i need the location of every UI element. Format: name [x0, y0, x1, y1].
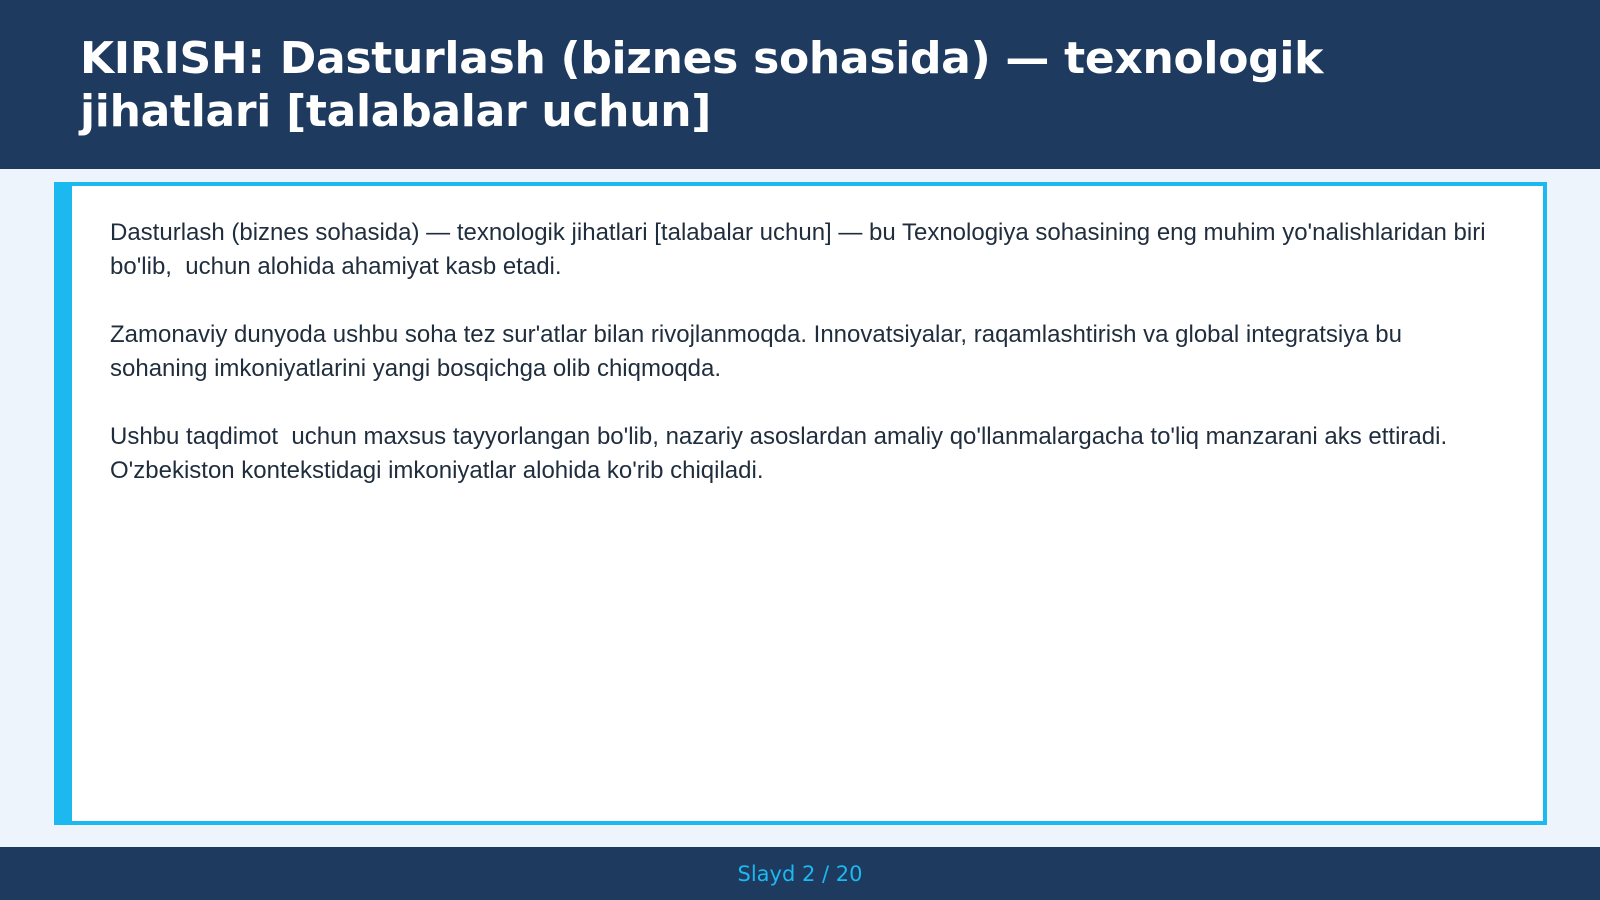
modern-world-paragraph: Zamonaviy dunyoda ushbu soha tez sur'atlar bilan rivojlanmoqda. Innovatsiyalar, raqamlashtirish va global integratsiya bu sohaning imkoniyatlarini yangi bosqichga olib chiqmoqda.: [110, 321, 1409, 382]
intro-paragraph: Dasturlash (biznes sohasida) — texnologik jihatlari [talabalar uchun] — bu Texnologiya sohasining eng muhim yo'nalishlaridan biri bo'lib, uchun alohida ahamiyat kasb etadi.: [110, 219, 1493, 280]
presentation-purpose-paragraph: Ushbu taqdimot uchun maxsus tayyorlangan bo'lib, nazariy asoslardan amaliy qo'llanmalargacha to'liq manzarani aks ettiradi. O'zbekiston kontekstidagi imkoniyatlar alohida ko'rib chiqiladi.: [110, 423, 1454, 484]
content-card: [54, 182, 1547, 825]
slide-title: KIRISH: Dasturlash (biznes sohasida) — texnologik jihatlari [talabalar uchun]: [80, 33, 1324, 137]
slide-header: [0, 0, 1600, 169]
slide-footer: [0, 847, 1600, 900]
slide-counter: Slayd 2 / 20: [737, 862, 863, 886]
